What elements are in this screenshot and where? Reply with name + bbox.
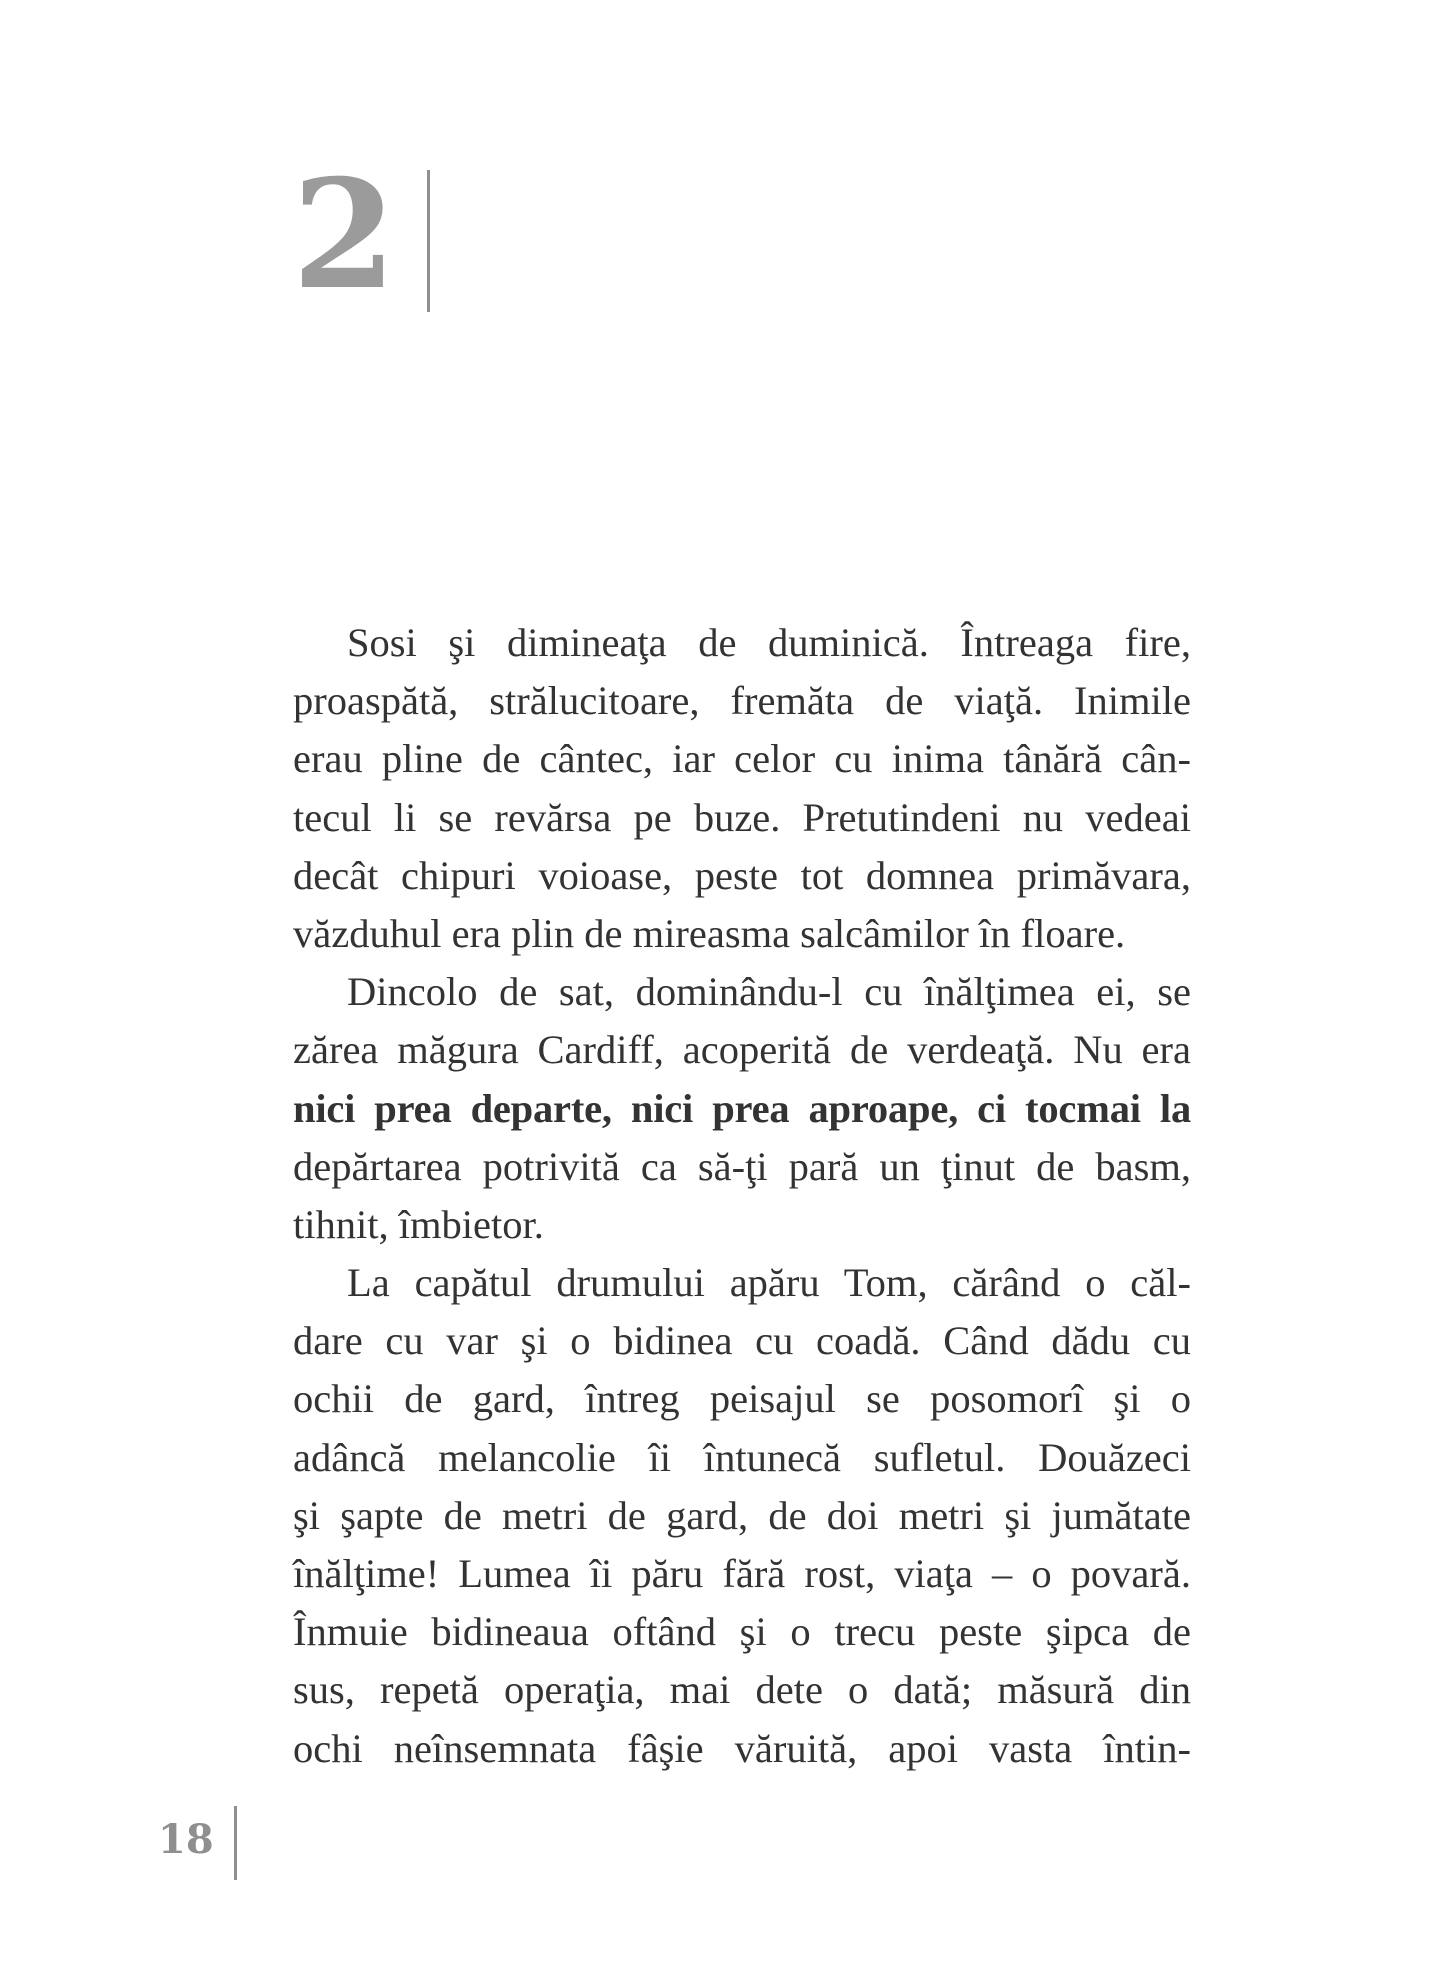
text-line: tecul li se revărsa pe buze. Pretutindeni nu vedeai — [293, 794, 1191, 840]
text-line: văzduhul era plin de mireasma salcâmilor în floare. — [293, 910, 1126, 956]
text-line: dare cu var şi o bidinea cu coadă. Când dădu cu — [293, 1318, 1191, 1364]
text-line: La capătul drumului apăru Tom, cărând o căl- — [347, 1260, 1191, 1306]
text-line: înălţime! Lumea îi păru fără rost, viaţa – o povară. — [293, 1551, 1191, 1596]
chapter-number: 2 — [292, 147, 393, 323]
text-line: ochii de gard, întreg peisajul se posomorî şi o — [293, 1376, 1191, 1422]
page-number-divider-rule — [234, 1806, 237, 1880]
text-line: şi şapte de metri de gard, de doi metri şi jumătate — [293, 1492, 1191, 1538]
text-line: decât chipuri voioase, peste tot domnea primăvara, — [293, 852, 1191, 898]
text-line: erau pline de cântec, iar celor cu inima tânără cân- — [293, 736, 1191, 782]
text-line: Sosi şi dimineaţa de duminică. Întreaga fire, — [347, 620, 1191, 665]
paragraph-2 — [239, 963, 1191, 1254]
text-line: tihnit, îmbietor. — [293, 1201, 544, 1247]
text-line: adâncă melancolie îi întunecă sufletul. Douăzeci — [293, 1434, 1191, 1480]
text-line-bold: nici prea departe, nici prea aproape, ci tocmai la — [293, 1085, 1191, 1131]
body-text — [239, 614, 1191, 1778]
chapter-divider-rule — [427, 170, 430, 312]
paragraph-3 — [239, 1254, 1191, 1778]
text-line: ochi neînsemnata fâşie văruită, apoi vasta întin- — [293, 1725, 1191, 1771]
text-line: Înmuie bidineaua oftând şi o trecu peste şipca de — [293, 1609, 1191, 1655]
text-line: Dincolo de sat, dominându-l cu înălţimea ei, se — [347, 969, 1191, 1015]
text-line: proaspătă, strălucitoare, fremăta de viaţă. Inimile — [293, 678, 1191, 724]
text-line: sus, repetă operaţia, mai dete o dată; măsură din — [293, 1667, 1191, 1713]
text-line: zărea măgura Cardiff, acoperită de verdeaţă. Nu era — [293, 1027, 1191, 1073]
text-line: depărtarea potrivită ca să-ţi pară un ţinut de basm, — [293, 1143, 1191, 1189]
paragraph-1 — [239, 614, 1191, 963]
page-number: 18 — [158, 1816, 214, 1863]
